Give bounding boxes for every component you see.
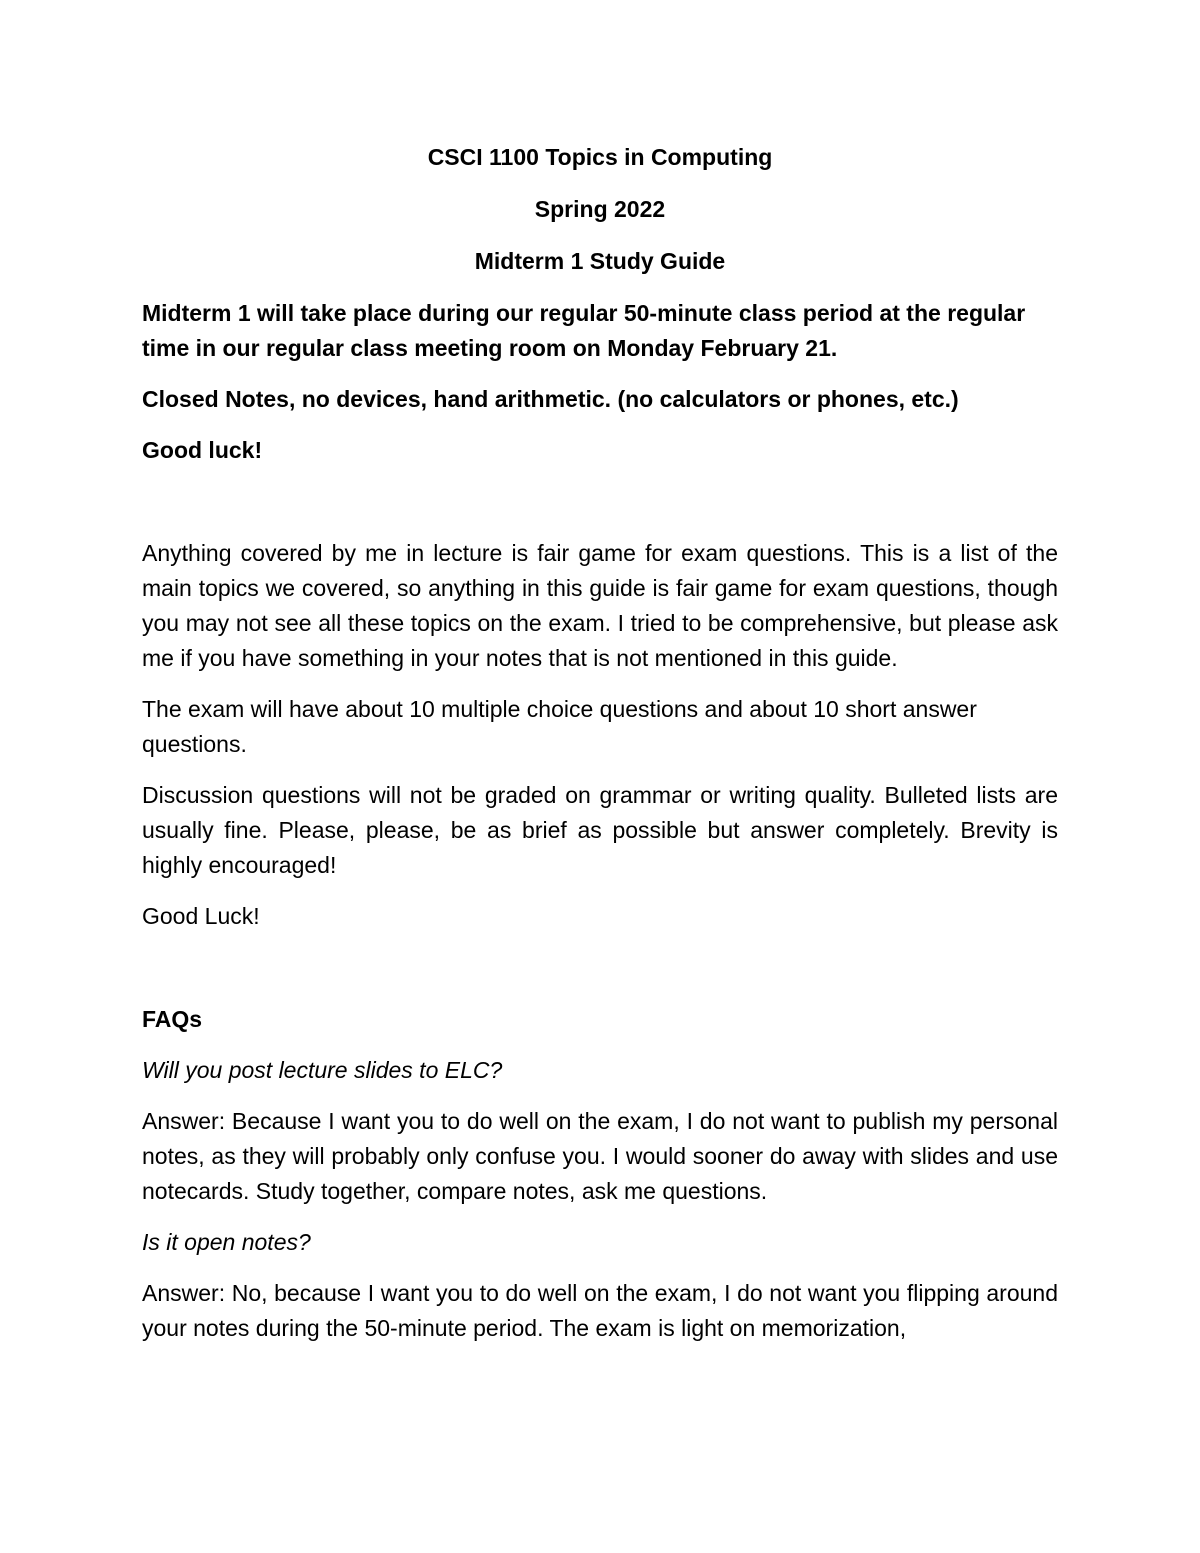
- term: Spring 2022: [534, 196, 666, 222]
- exam-logistics: Midterm 1 will take place during our regular 50-minute class period at the regular time in our regular class meeting room on Monday February 21.: [142, 300, 1026, 361]
- faq-question-2: Is it open notes?: [142, 1229, 311, 1255]
- faqs-heading: FAQs: [142, 1006, 203, 1032]
- course-title: CSCI 1100 Topics in Computing: [427, 144, 773, 170]
- spacer: [142, 950, 1058, 1002]
- intro-paragraph-2: The exam will have about 10 multiple choice questions and about 10 short answer questions.: [142, 696, 977, 757]
- document-title: Midterm 1 Study Guide: [474, 248, 726, 274]
- faq-question-1: Will you post lecture slides to ELC?: [142, 1057, 503, 1083]
- intro-paragraph-1: Anything covered by me in lecture is fair game for exam questions. This is a list of the main topics we covered, so anything in this guide is fair game for exam questions, though you may not see all these topics on the exam. I tried to be comprehensive, but please ask me if you have something in your notes that is not mentioned in this guide.: [142, 540, 1058, 671]
- faq-answer-2: Answer: No, because I want you to do well on the exam, I do not want you flipping around your notes during the 50-minute period. The exam is light on memorization,: [142, 1280, 1058, 1341]
- good-luck-plain: Good Luck!: [142, 903, 260, 929]
- faq-answer-1: Answer: Because I want you to do well on the exam, I do not want to publish my personal notes, as they will probably only confuse you. I would sooner do away with slides and use notecards. Study together, compare notes, ask me questions.: [142, 1108, 1058, 1204]
- document-body: [142, 140, 1058, 1362]
- intro-paragraph-3: Discussion questions will not be graded on grammar or writing quality. Bulleted lists are usually fine. Please, please, be as brief as possible but answer completely. Brevity is highly encouraged!: [142, 782, 1058, 878]
- exam-rules: Closed Notes, no devices, hand arithmetic. (no calculators or phones, etc.): [142, 386, 959, 412]
- spacer: [142, 484, 1058, 536]
- good-luck-bold: Good luck!: [142, 437, 263, 463]
